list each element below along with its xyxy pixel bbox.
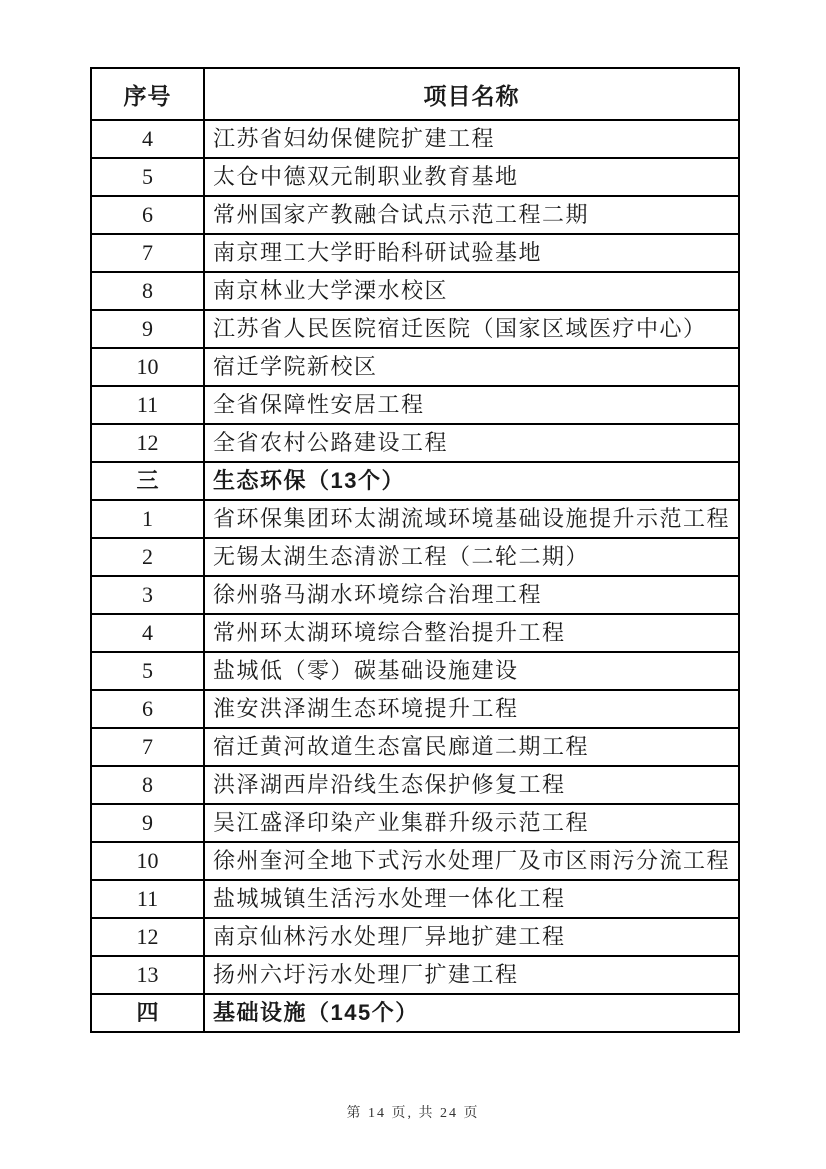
table-row (91, 804, 739, 842)
row-serial: 8 (91, 766, 204, 804)
row-serial: 9 (91, 310, 204, 348)
row-serial: 10 (91, 842, 204, 880)
table-header (91, 68, 739, 120)
row-serial: 5 (91, 652, 204, 690)
table-row (91, 766, 739, 804)
row-project-name: 徐州奎河全地下式污水处理厂及市区雨污分流工程 (204, 842, 739, 880)
row-project-name: 常州国家产教融合试点示范工程二期 (204, 196, 739, 234)
row-project-name: 宿迁学院新校区 (204, 348, 739, 386)
table-row (91, 120, 739, 158)
column-header-project-name: 项目名称 (204, 68, 739, 120)
row-serial: 12 (91, 424, 204, 462)
table-header-row (91, 68, 739, 120)
table-row (91, 310, 739, 348)
row-project-name: 太仓中德双元制职业教育基地 (204, 158, 739, 196)
table-row (91, 500, 739, 538)
row-serial: 12 (91, 918, 204, 956)
row-serial: 5 (91, 158, 204, 196)
row-serial: 10 (91, 348, 204, 386)
row-project-name: 全省农村公路建设工程 (204, 424, 739, 462)
table-row (91, 538, 739, 576)
row-serial: 4 (91, 614, 204, 652)
row-serial: 4 (91, 120, 204, 158)
row-serial: 7 (91, 728, 204, 766)
table-row (91, 234, 739, 272)
table-row (91, 728, 739, 766)
table-row (91, 424, 739, 462)
table-row (91, 386, 739, 424)
table-row (91, 880, 739, 918)
table-row (91, 614, 739, 652)
row-project-name: 扬州六圩污水处理厂扩建工程 (204, 956, 739, 994)
row-project-name: 江苏省人民医院宿迁医院（国家区域医疗中心） (204, 310, 739, 348)
row-project-name: 洪泽湖西岸沿线生态保护修复工程 (204, 766, 739, 804)
table-row (91, 956, 739, 994)
table-row (91, 196, 739, 234)
row-serial: 11 (91, 880, 204, 918)
row-serial: 6 (91, 196, 204, 234)
row-serial: 8 (91, 272, 204, 310)
row-project-name: 江苏省妇幼保健院扩建工程 (204, 120, 739, 158)
row-project-name: 南京仙林污水处理厂异地扩建工程 (204, 918, 739, 956)
table-row (91, 348, 739, 386)
column-header-serial: 序号 (91, 68, 204, 120)
row-project-name: 盐城低（零）碳基础设施建设 (204, 652, 739, 690)
row-serial: 7 (91, 234, 204, 272)
table-row (91, 652, 739, 690)
section-row (91, 994, 739, 1032)
row-project-name: 生态环保（13个） (204, 462, 739, 500)
row-project-name: 常州环太湖环境综合整治提升工程 (204, 614, 739, 652)
row-project-name: 省环保集团环太湖流域环境基础设施提升示范工程 (204, 500, 739, 538)
row-project-name: 无锡太湖生态清淤工程（二轮二期） (204, 538, 739, 576)
row-serial: 3 (91, 576, 204, 614)
table-row (91, 918, 739, 956)
row-serial: 四 (91, 994, 204, 1032)
row-serial: 2 (91, 538, 204, 576)
row-serial: 11 (91, 386, 204, 424)
row-serial: 三 (91, 462, 204, 500)
row-project-name: 基础设施（145个） (204, 994, 739, 1032)
row-project-name: 吴江盛泽印染产业集群升级示范工程 (204, 804, 739, 842)
table-row (91, 272, 739, 310)
row-project-name: 淮安洪泽湖生态环境提升工程 (204, 690, 739, 728)
table-row (91, 158, 739, 196)
row-project-name: 宿迁黄河故道生态富民廊道二期工程 (204, 728, 739, 766)
row-project-name: 盐城城镇生活污水处理一体化工程 (204, 880, 739, 918)
row-serial: 1 (91, 500, 204, 538)
row-project-name: 南京理工大学盱眙科研试验基地 (204, 234, 739, 272)
row-project-name: 全省保障性安居工程 (204, 386, 739, 424)
section-row (91, 462, 739, 500)
table-row (91, 576, 739, 614)
table-row (91, 842, 739, 880)
row-project-name: 徐州骆马湖水环境综合治理工程 (204, 576, 739, 614)
table-row (91, 690, 739, 728)
project-table (90, 67, 740, 1033)
page-number-footer: 第 14 页, 共 24 页 (346, 1106, 480, 1121)
row-serial: 13 (91, 956, 204, 994)
row-serial: 9 (91, 804, 204, 842)
row-project-name: 南京林业大学溧水校区 (204, 272, 739, 310)
row-serial: 6 (91, 690, 204, 728)
table-body (91, 120, 739, 1032)
